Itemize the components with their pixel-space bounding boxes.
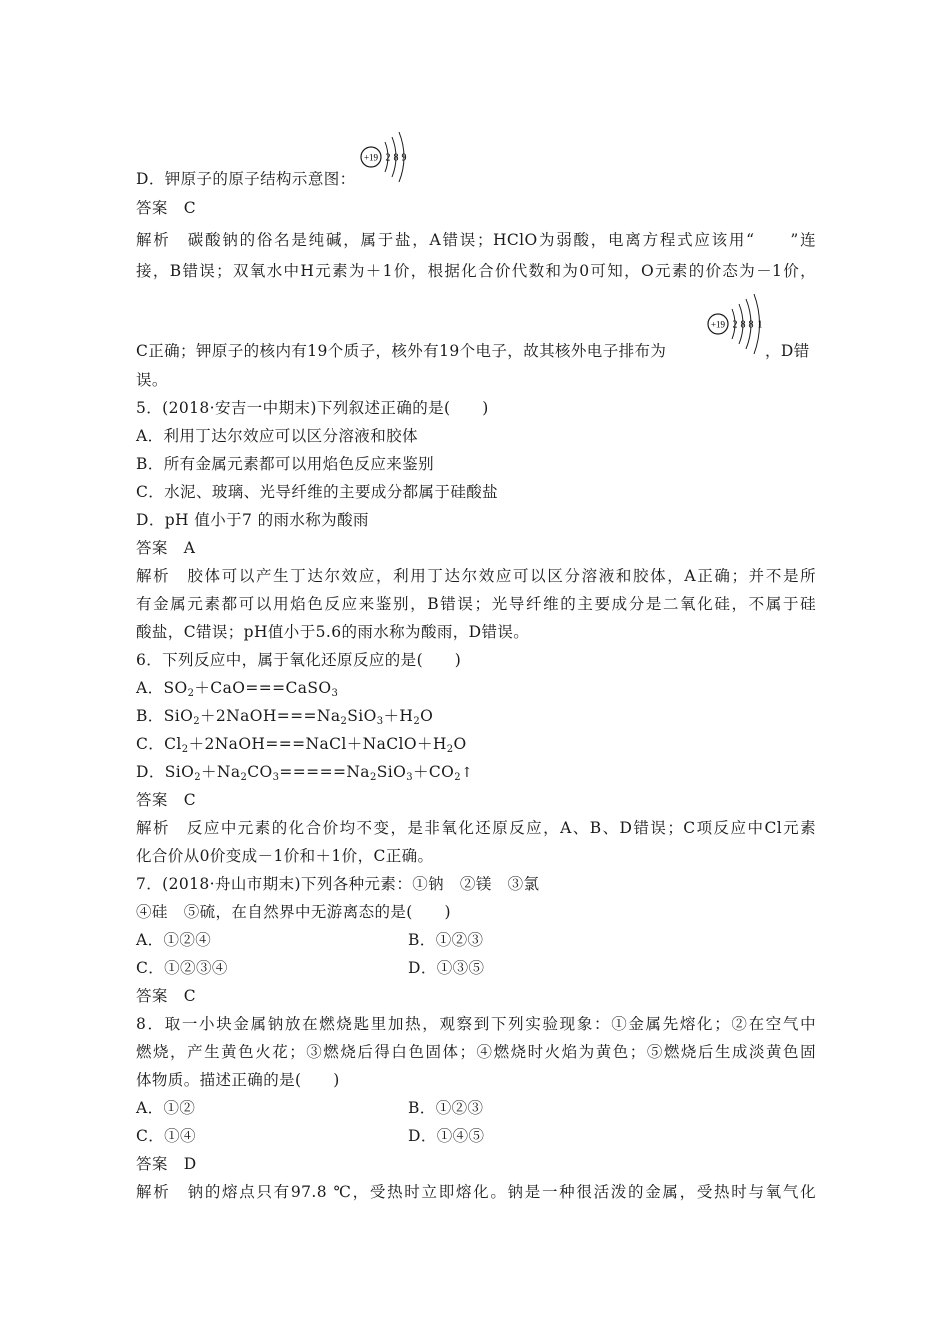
question-6-explanation-2: 化合价从0价变成－1价和＋1价，C正确。 [136, 847, 434, 865]
formula-subscript: 2 [369, 772, 377, 783]
question-7-answer: 答案 C [136, 987, 196, 1005]
formula-subscript: 2 [446, 744, 454, 755]
formula-subscript: 2 [193, 716, 200, 727]
formula-part: =====Na [279, 763, 370, 781]
question-5-explanation-2: 有金属元素都可以用焰色反应来鉴别，B错误；光导纤维的主要成分是二氧化硅，不属于硅 [136, 595, 816, 613]
option-label: A． [136, 679, 164, 697]
question-5-option-c: C．水泥、玻璃、光导纤维的主要成分都属于硅酸盐 [136, 483, 499, 501]
question-5-option-d: D．pH 值小于7 的雨水称为酸雨 [136, 511, 369, 529]
question-5-stem: 5．(2018·安吉一中期末)下列叙述正确的是( ) [136, 399, 489, 417]
formula-part: O [453, 735, 467, 753]
question-8-stem-3: 体物质。描述正确的是( ) [136, 1071, 340, 1089]
formula-subscript: 3 [272, 772, 280, 783]
formula-part: SiO [376, 763, 407, 781]
formula-part: ＋2NaOH===Na [199, 707, 341, 725]
question-8-stem-1: 8．取一小块金属钠放在燃烧匙里加热，观察到下列实验现象：①金属先熔化；②在空气中 [136, 1015, 816, 1033]
question-8-explanation-1: 解析 钠的熔点只有97.8 ℃，受热时立即熔化。钠是一种很活泼的金属，受热时与氧气化 [136, 1183, 816, 1201]
formula-subscript: 3 [406, 772, 413, 783]
shell-count-2: 8 [393, 152, 399, 164]
shell-count-1: 2 [732, 319, 738, 331]
formula-part: ＋H [383, 707, 414, 725]
formula-part: Cl [164, 735, 182, 753]
formula-subscript: 2 [413, 716, 421, 727]
atom-diagram-wrong [358, 124, 420, 186]
option-label: B． [136, 707, 164, 725]
question-6-option-d [136, 761, 816, 784]
option-d-prev [136, 168, 816, 190]
shell-count-2: 8 [740, 319, 746, 331]
question-8-option-c: C．①④ [136, 1127, 196, 1145]
question-8-options-row-2 [136, 1125, 816, 1147]
question-8-option-a: A．①② [136, 1099, 196, 1117]
shell-count-3: 9 [401, 152, 407, 164]
explanation-prev-4: 误。 [136, 371, 168, 389]
nucleus-label: +19 [363, 152, 379, 163]
formula-subscript: 2 [454, 772, 462, 783]
question-7-options-row-2 [136, 957, 816, 979]
formula-subscript: 2 [181, 744, 189, 755]
gas-arrow-icon: ↑ [461, 765, 474, 781]
formula-part: SO [163, 679, 188, 697]
question-8-options-row-1 [136, 1097, 816, 1119]
nucleus-label: +19 [710, 319, 726, 330]
question-6-explanation-1: 解析 反应中元素的化合价均不变，是非氧化还原反应，A、B、D错误；C项反应中Cl元素 [136, 819, 816, 837]
question-7-stem-1: 7．(2018·舟山市期末)下列各种元素：①钠 ②镁 ③氯 [136, 875, 540, 893]
question-5-answer: 答案 A [136, 539, 196, 557]
formula-subscript: 2 [194, 772, 201, 783]
formula-part: SiO [164, 763, 195, 781]
explanation-prev-3a: C正确；钾原子的核内有19个质子，核外有19个电子，故其核外电子排布为 [136, 342, 667, 360]
formula-subscript: 2 [240, 772, 248, 783]
answer-prev: 答案 C [136, 199, 196, 217]
question-8-option-d: D．①④⑤ [408, 1127, 485, 1145]
explanation-prev-1: 解析 碳酸钠的俗名是纯碱，属于盐，A错误；HClO为弱酸，电离方程式应该用“ ”连 [136, 231, 816, 249]
question-7-stem-2: ④硅 ⑤硫，在自然界中无游离态的是( ) [136, 903, 451, 921]
question-7-option-b: B．①②③ [408, 931, 484, 949]
formula-subscript: 3 [331, 688, 339, 699]
formula-part: ＋Na [200, 763, 241, 781]
option-d-prev-text: D．钾原子的原子结构示意图： [136, 170, 356, 188]
question-7-option-c: C．①②③④ [136, 959, 228, 977]
formula-part: O [420, 707, 434, 725]
question-6-option-a [136, 677, 816, 699]
formula-subscript: 2 [187, 688, 195, 699]
formula-part: ＋2NaOH===NaCl＋NaClO＋H [188, 735, 447, 753]
question-5-explanation-1: 解析 胶体可以产生丁达尔效应，利用丁达尔效应可以区分溶液和胶体，A正确；并不是所 [136, 567, 816, 585]
question-8-option-b: B．①②③ [408, 1099, 484, 1117]
shell-count-3: 8 [748, 319, 754, 331]
formula-part: SiO [347, 707, 377, 725]
question-7-option-d: D．①③⑤ [408, 959, 485, 977]
option-label: C． [136, 735, 165, 753]
question-6-option-c [136, 733, 816, 755]
option-label: D． [136, 763, 165, 781]
question-6-option-b [136, 705, 816, 727]
question-7-options-row-1 [136, 929, 816, 951]
question-6-answer: 答案 C [136, 791, 196, 809]
question-7-option-a: A．①②④ [136, 931, 212, 949]
explanation-prev-2: 接，B错误；双氧水中H元素为＋1价，根据化合价代数和为0可知，O元素的价态为－1价， [136, 262, 816, 280]
question-5-explanation-3: 酸盐，C错误；pH值小于5.6的雨水称为酸雨，D错误。 [136, 623, 530, 641]
explanation-prev-3b: ，D错 [765, 342, 810, 360]
question-6-stem: 6．下列反应中，属于氧化还原反应的是( ) [136, 651, 462, 669]
formula-part: CO [247, 763, 273, 781]
formula-part: ＋CO [412, 763, 455, 781]
formula-part: ＋CaO===CaSO [194, 679, 332, 697]
question-5-option-b: B．所有金属元素都可以用焰色反应来鉴别 [136, 455, 434, 473]
shell-count-4: 1 [757, 319, 763, 331]
question-5-option-a: A．利用丁达尔效应可以区分溶液和胶体 [136, 427, 418, 445]
question-8-stem-2: 燃烧，产生黄色火花；③燃烧后得白色固体；④燃烧时火焰为黄色；⑤燃烧后生成淡黄色固 [136, 1043, 816, 1061]
formula-subscript: 3 [376, 716, 384, 727]
formula-part: SiO [163, 707, 194, 725]
formula-subscript: 2 [340, 716, 348, 727]
question-8-answer: 答案 D [136, 1155, 197, 1173]
shell-count-1: 2 [385, 152, 391, 164]
